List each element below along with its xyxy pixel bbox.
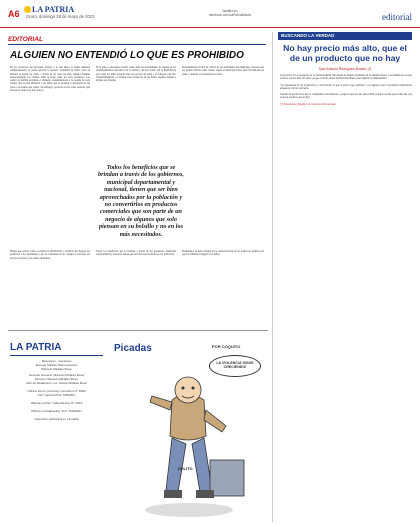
masthead-line: Oficina Oruro (Central): Camacho N° 1892 <box>27 389 86 393</box>
opinion-paragraph: "La expectativa de los productores y comerciantes es que el precio siga subiendo" y en algunos casos el producto simplemente desaparece de los mercados. <box>280 83 412 90</box>
column-divider <box>272 32 273 522</box>
opinion-tag: BUSCANDO LA VERDAD <box>278 32 412 40</box>
editorial-lower-column-1: Habría que revisar cómo se realiza la distribución y verificar que lleguen los productos a los estudiantes y que se consuman en los colegios y escuelas, así evitar los abusos y las ventas indebidas. <box>10 250 90 260</box>
masthead-line: Director: Marcelo Miralles Bové <box>35 377 78 381</box>
facebook-url[interactable]: facebook.com/LaPatriaBolivia <box>209 13 251 17</box>
cartoon-title: Picadas <box>114 343 152 354</box>
masthead-line: Enrique Miralles Bonnecarrere <box>35 363 78 367</box>
cartoon-label: DELITO <box>178 466 193 471</box>
masthead-line: Gerente General: Marcelo Miralles Bové <box>28 373 85 377</box>
section-title: editorial <box>382 12 412 22</box>
logo-text: LA PATRIA <box>32 5 75 14</box>
issue-date: Oruro, domingo 28 de mayo de 2023 <box>26 14 95 19</box>
masthead-line: Directores - Gerentes <box>41 359 72 363</box>
editorial-tag: EDITORIAL <box>8 36 266 45</box>
opinion-body <box>280 74 412 106</box>
opinion-title: No hay precio más alto, que el de un producto que no hay <box>283 43 407 63</box>
section-divider <box>8 330 268 331</box>
masthead-line: Oficina Cochabamba: Telf. 76190921 <box>31 409 82 413</box>
masthead <box>10 342 103 522</box>
opinion-paragraph: Los precios de los productos de la canasta familiar han subido de manera alarmante en los últimos meses. Las familias de escasos recursos son las más afectadas, porque cada día deben destinar más dinero para adquirir lo indispensable. <box>280 74 412 81</box>
website-url[interactable]: lapatria.bo <box>222 9 238 13</box>
opinion-footnote: (*) Economista y Magíster en Comercio Internacional. <box>280 102 336 106</box>
masthead-line: Impresión: Editora E.C. Limitada <box>34 417 79 421</box>
editorial-lower-column-2: Todos los beneficios que se brindan a través de los gobiernos, municipal departamental y nacional, tienen que ser bien aprovechados por la población. <box>96 250 176 257</box>
opinion-paragraph: Cuando un producto no hay, el consumidor está dispuesto a pagar lo que sea. De ahí el dicho popular: no hay precio más alto que el de un producto que no hay. <box>280 93 412 100</box>
editorial-title: ALGUIEN NO ENTENDIÓ LO QUE ES PROHIBIDO <box>10 50 244 61</box>
masthead-line: Telf. Central Pilot: 5254001 <box>37 393 76 397</box>
masthead-line: Jefe de Redacción: Lic. Alvaro Miralles Bové <box>25 381 88 385</box>
masthead-line: Marcelo Miralles Bové <box>41 367 72 371</box>
page-number: A6 <box>8 9 20 19</box>
pull-quote: Todos los beneficios que se brindan a través de los gobiernos, municipal departamental y nacional, tienen que ser bien aprovechados por la población y no convertirlos en productos comerciales que son parte de un negocio de algunos que solo piensan en su bolsillo y no en los más necesitados. <box>93 161 189 252</box>
editorial-column-3: Probablemente la falta de control de las autoridades del municipio ocasiona que los padres realicen estas ventas, según el municipio hasta unas 50 unidades de leche o cereales se encuentran en venta. <box>182 66 264 76</box>
editorial-lower-column-3: Finalmente, se debe trabajar en la concienciación de los padres de familia para que los alimentos lleguen a los niños. <box>182 250 264 257</box>
newspaper-logo <box>24 5 74 14</box>
opinion-author: Saúl Antonio Rodríguez Álvarez (*) <box>318 67 372 71</box>
speech-bubble: LA VIOLENCIA SIGUE CRECIENDO! <box>209 355 261 377</box>
website-info <box>205 9 255 17</box>
editorial-column-2: Es la guía, el desayuno escolar, como debe ser denominado. Se reparte en los establecimientos educativos de la ciudad y del área rural, con la finalidad de que todos los niños puedan tener su porción de leche o el refrigerio del día. Lamentablemente, se venden estos productos en las ferias, algunas tiendas e incluso por Internet. <box>96 66 176 83</box>
editorial-column-1: En los productos del desayuno escolar o lo que ahora se llama alimento complementario, se puede apreciar la leyenda "prohibida su venta", pero en Internet se puede ver cómo, a través de las redes sociales, algunas familias descaradamente los venden, tanto la leche como los otros productos. Los padres de familia reclaman el alimento complementario a la escuela de cada ciudad, que es para alimentar a los niños que se alcanzan a desayunar en sus casas o no tienen qué comer, sin embargo, aparecen en las redes sociales, que ofrecen la venta a un bajo precio. <box>10 66 90 93</box>
cartoon-author: POR COQUITO <box>212 344 241 349</box>
star-icon <box>24 6 31 13</box>
masthead-line: Oficina La Paz: Calle Mexico N° 1610 <box>30 401 83 405</box>
masthead-title: LA PATRIA <box>10 342 103 356</box>
